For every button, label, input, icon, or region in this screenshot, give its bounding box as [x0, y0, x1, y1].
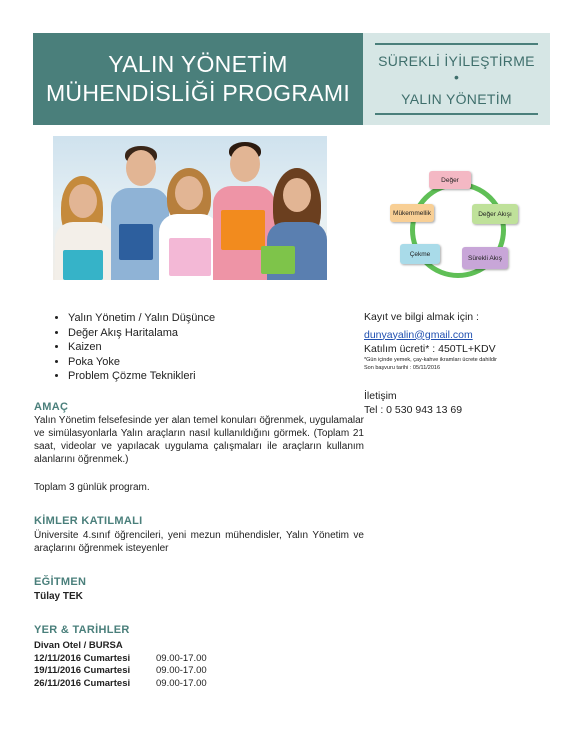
- divider: [375, 113, 538, 115]
- time: 09.00-17.00: [156, 665, 207, 676]
- student-figure: [55, 150, 113, 280]
- student-figure: [159, 168, 219, 280]
- venue: Divan Otel / BURSA: [34, 640, 123, 651]
- tagline-box: [363, 33, 550, 125]
- tagline-line1: SÜREKLİ İYİLEŞTİRME: [378, 53, 535, 69]
- contact-block: [364, 311, 564, 417]
- kimler-heading: KİMLER KATILMALI: [34, 515, 143, 527]
- cycle-node-cekme: Çekme: [400, 244, 440, 264]
- divider: [375, 43, 538, 45]
- student-figure: [267, 168, 327, 280]
- egitmen-heading: EĞİTMEN: [34, 576, 87, 588]
- cycle-node-surekli-akis: Sürekli Akış: [462, 247, 508, 269]
- fee-text: Katılım ücreti* : 450TL+KDV: [364, 342, 496, 355]
- date-row: [34, 665, 207, 678]
- date: 26/11/2016 Cumartesi: [34, 677, 131, 689]
- list-item: • Yalın Yönetim / Yalın Düşünce: [68, 311, 215, 326]
- cycle-node-deger: Değer: [429, 171, 471, 189]
- time: 09.00-17.00: [156, 677, 207, 689]
- program-title-line1: YALIN YÖNETİM: [108, 51, 288, 77]
- cycle-node-mukemmellik: Mükemmellik: [390, 204, 434, 222]
- program-title-line2: MÜHENDİSLİĞİ PROGRAMI: [45, 80, 351, 106]
- list-item: • Kaizen: [68, 340, 215, 355]
- list-item: • Değer Akış Haritalama: [68, 326, 215, 341]
- students-photo: [53, 136, 327, 280]
- tagline-line2: YALIN YÖNETİM: [401, 91, 512, 107]
- list-item: • Poka Yoke: [68, 355, 215, 370]
- instructor-name: Tülay TEK: [34, 591, 83, 602]
- contact-label: İletişim: [364, 390, 397, 402]
- amac-heading: AMAÇ: [34, 401, 69, 413]
- yer-heading: YER & TARİHLER: [34, 624, 130, 636]
- fee-note: *Gün içinde yemek, çay-kahve ikramları ücrete dahildir: [364, 357, 497, 363]
- date-row: [34, 678, 207, 691]
- date: 19/11/2016 Cumartesi: [34, 665, 131, 676]
- amac-text: Yalın Yönetim felsefesinde yer alan temel konuları öğrenmek, uygulamalar ve simülasyonlarla Yalın araçların nasıl kullanıldığını görmek. (Toplam 21 saat, videolar ve yapılacak uygulama çalışmaları ile araçların kullanım alanlarını öğrenmek.): [34, 415, 364, 465]
- list-item: • Problem Çözme Teknikleri: [68, 369, 215, 384]
- date: 12/11/2016 Cumartesi: [34, 652, 131, 664]
- bullet-separator: •: [454, 69, 459, 85]
- lean-cycle-diagram: [388, 168, 520, 278]
- kimler-text: Üniversite 4.sınıf öğrencileri, yeni mezun mühendisler, Yalın Yönetim ve araçlarını öğrenmek isteyenler: [34, 530, 364, 554]
- phone-number: Tel : 0 530 943 13 69: [364, 403, 463, 416]
- time: 09.00-17.00: [156, 652, 207, 664]
- program-title-banner: [33, 33, 363, 125]
- topics-list: [50, 311, 215, 384]
- amac-duration: Toplam 3 günlük program.: [34, 482, 150, 493]
- cycle-node-deger-akisi: Değer Akışı: [472, 204, 518, 224]
- register-label: Kayıt ve bilgi almak için :: [364, 311, 479, 323]
- dates-block: [34, 640, 207, 690]
- email-link[interactable]: dunyayalin@gmail.com: [364, 328, 473, 341]
- date-row: [34, 653, 207, 666]
- deadline-text: Son başvuru tarihi : 05/11/2016: [364, 365, 441, 371]
